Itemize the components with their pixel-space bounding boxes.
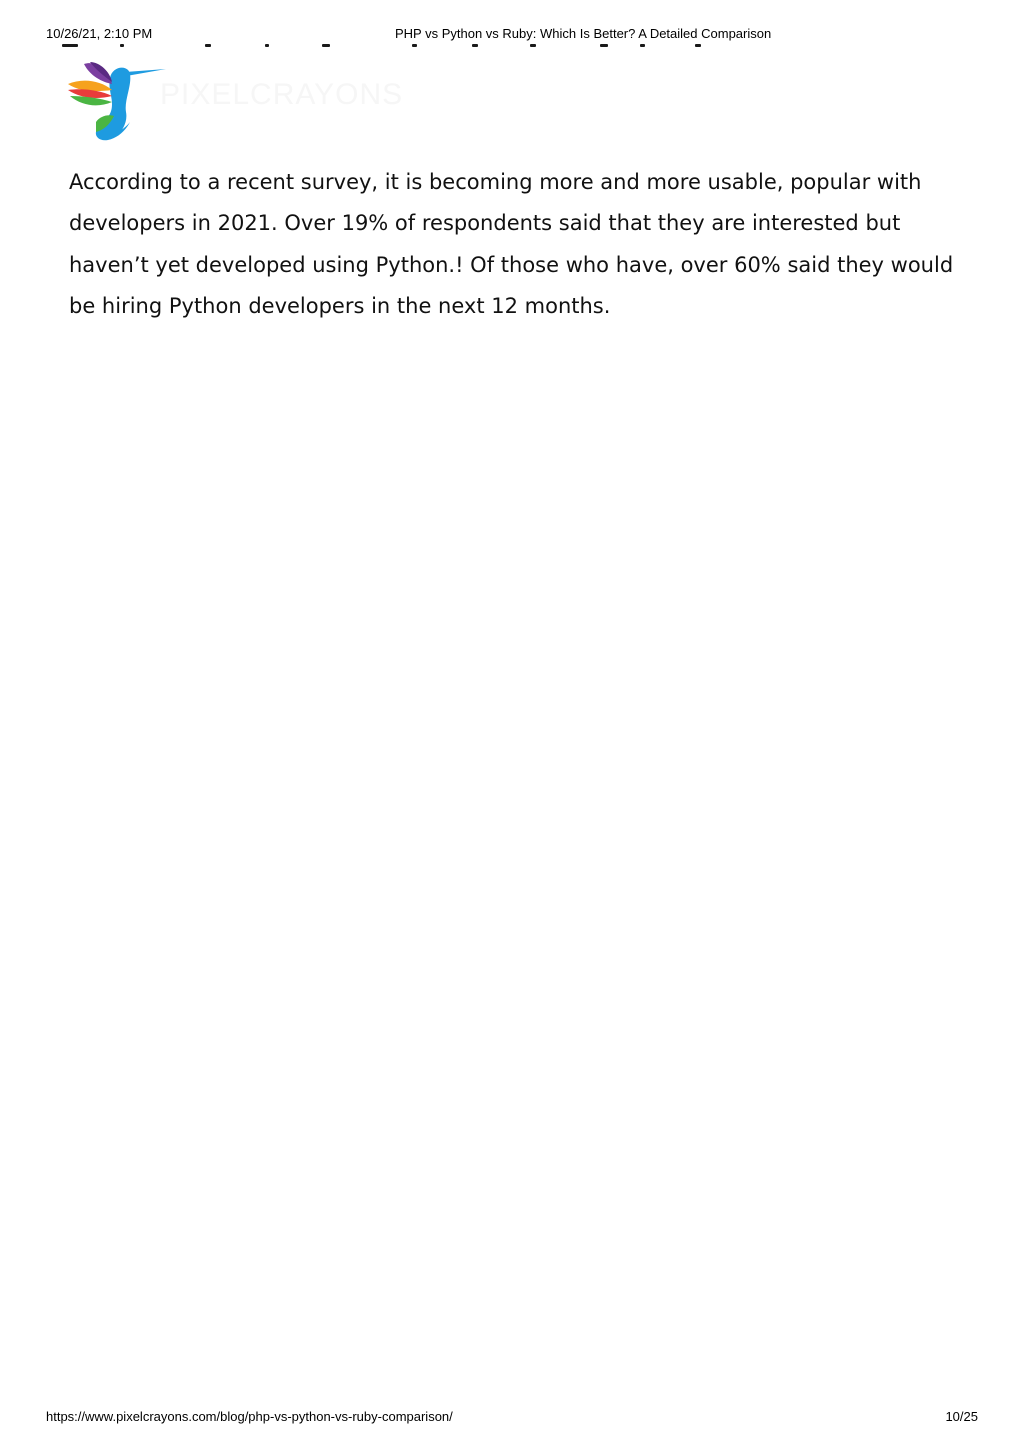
clipped-text-line — [60, 42, 780, 50]
print-footer — [46, 1409, 978, 1425]
print-page-number: 10/25 — [945, 1409, 978, 1424]
article-paragraph: According to a recent survey, it is becoming more and more usable, popular with developers in 2021. Over 19% of respondents said that they are interested but haven’t yet developed using Python.! Of those who have, over 60% said they would be hiring Python developers in the next 12 months. — [69, 170, 954, 318]
print-datetime: 10/26/21, 2:10 PM — [46, 26, 153, 41]
print-header — [46, 26, 978, 42]
print-page-title: PHP vs Python vs Ruby: Which Is Better? A Detailed Comparison — [395, 26, 772, 41]
print-page-url: https://www.pixelcrayons.com/blog/php-vs-python-vs-ruby-comparison/ — [46, 1409, 453, 1424]
logo-wordmark: PIXELCRAYONS — [160, 78, 404, 111]
